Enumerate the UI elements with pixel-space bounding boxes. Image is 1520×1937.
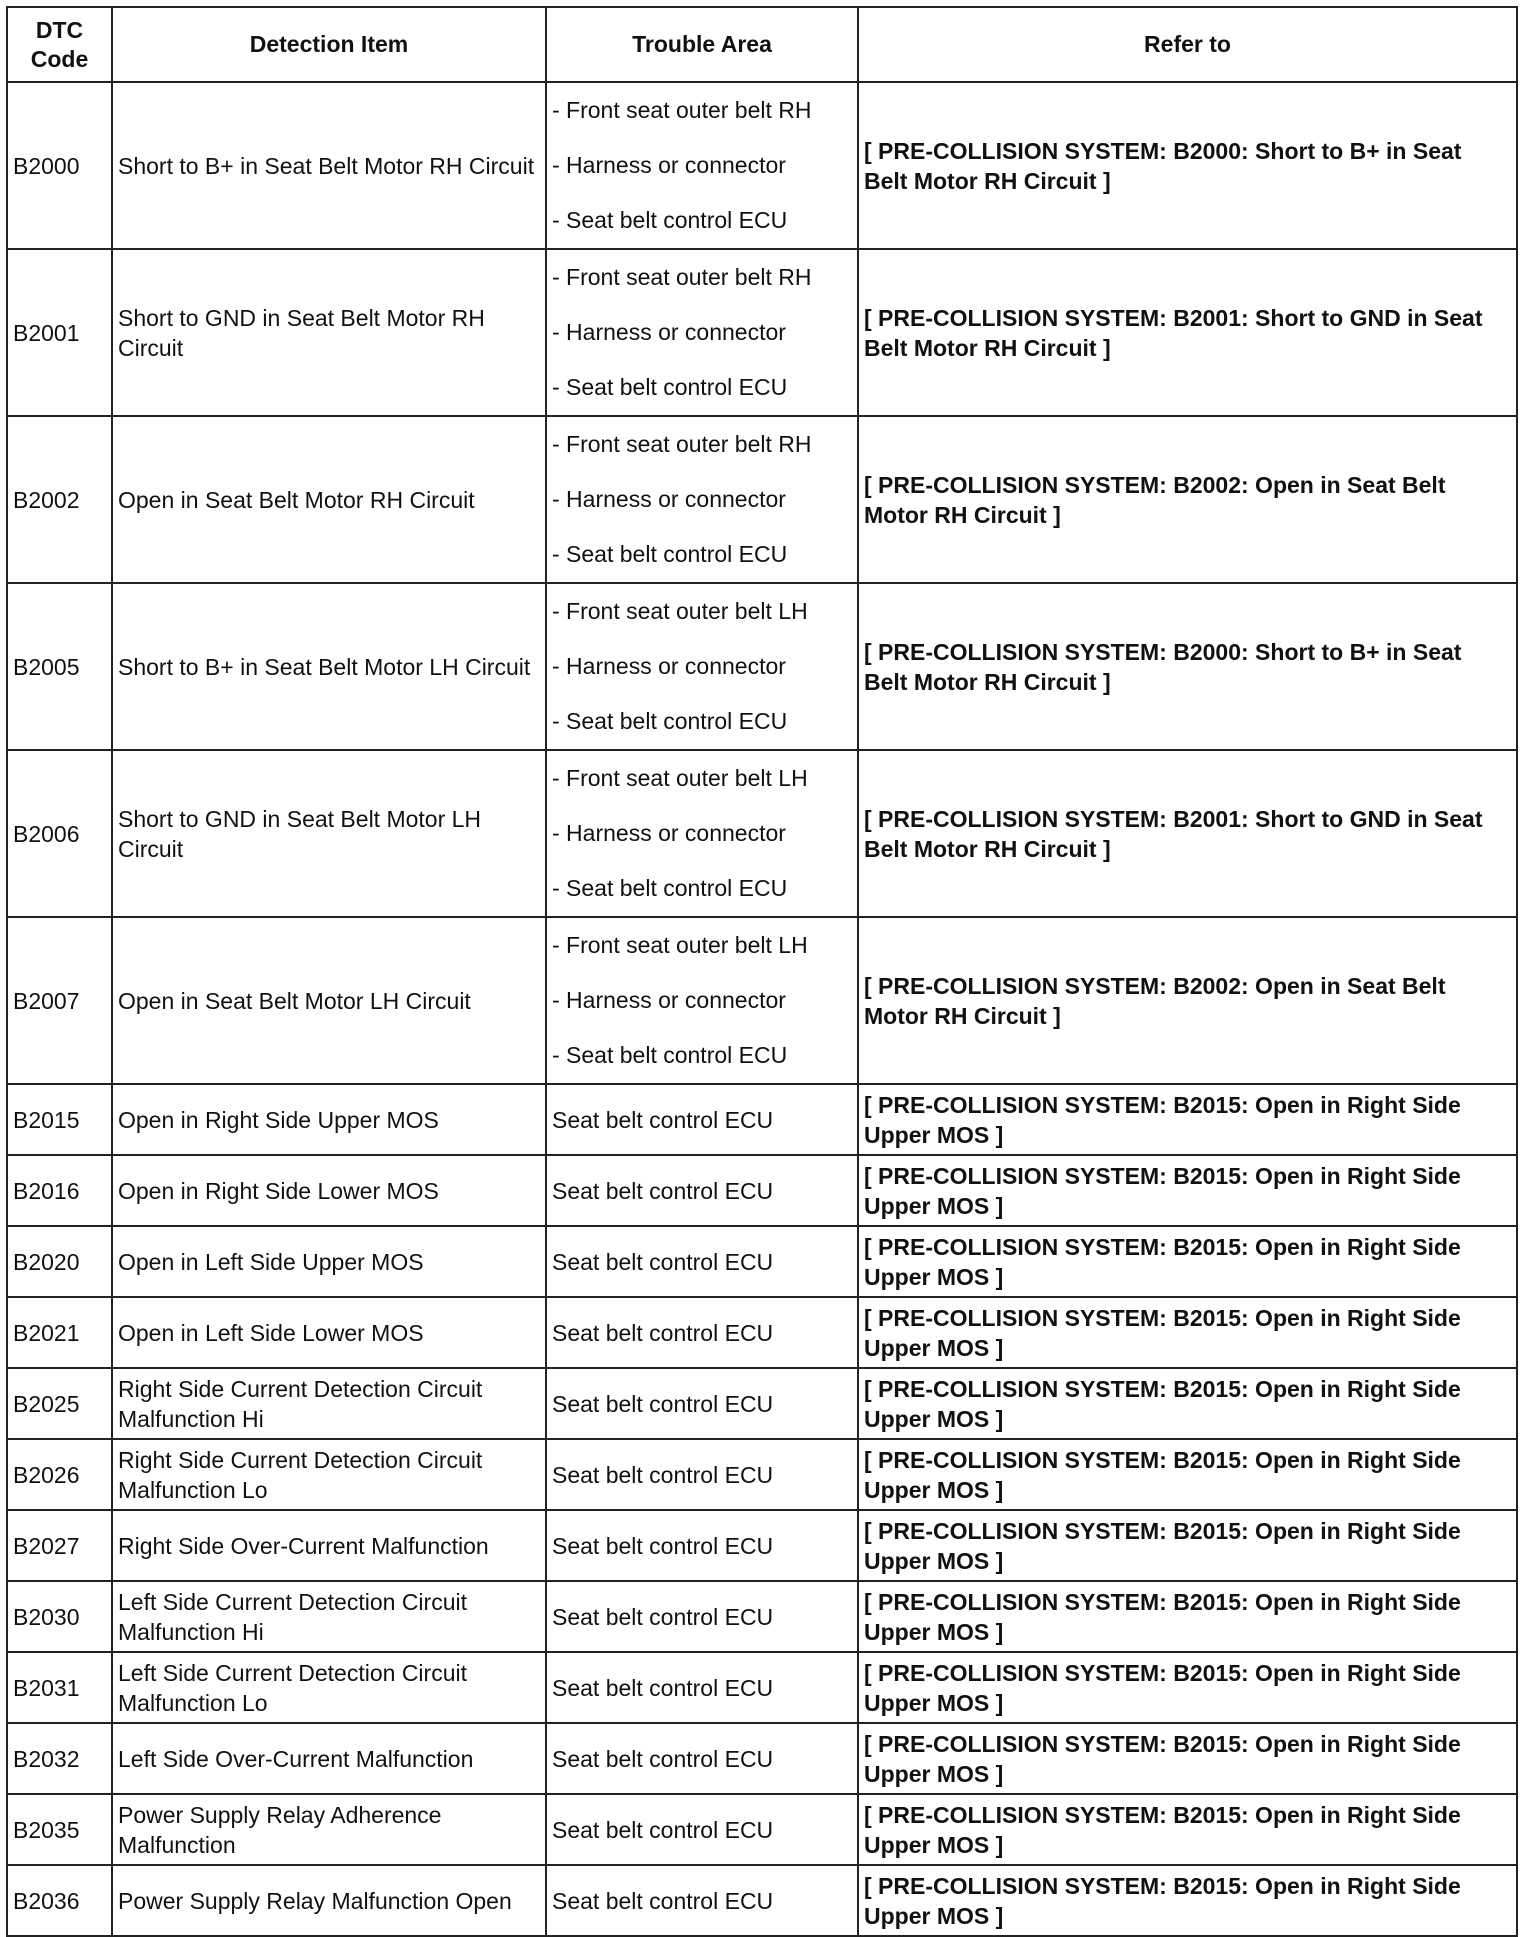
trouble-area-item: - Harness or connector <box>552 653 786 679</box>
trouble-area-item: - Seat belt control ECU <box>552 374 788 400</box>
dtc-code-cell: B2026 <box>7 1439 112 1510</box>
table-row <box>7 1652 1517 1723</box>
trouble-area-cell: Seat belt control ECU <box>546 1581 858 1652</box>
trouble-area-item: - Harness or connector <box>552 152 786 178</box>
trouble-area-cell: Seat belt control ECU <box>546 1794 858 1865</box>
table-row <box>7 1155 1517 1226</box>
trouble-area-cell: Seat belt control ECU <box>546 1510 858 1581</box>
refer-to-link[interactable]: [ PRE-COLLISION SYSTEM: B2015: Open in Right Side Upper MOS ] <box>858 1652 1517 1723</box>
dtc-code-cell: B2036 <box>7 1865 112 1936</box>
detection-item-cell: Left Side Current Detection Circuit Malfunction Hi <box>112 1581 546 1652</box>
refer-to-link[interactable]: [ PRE-COLLISION SYSTEM: B2015: Open in Right Side Upper MOS ] <box>858 1084 1517 1155</box>
trouble-area-cell: Seat belt control ECU <box>546 1368 858 1439</box>
refer-to-link[interactable]: [ PRE-COLLISION SYSTEM: B2015: Open in Right Side Upper MOS ] <box>858 1368 1517 1439</box>
refer-to-link[interactable]: [ PRE-COLLISION SYSTEM: B2002: Open in Seat Belt Motor RH Circuit ] <box>858 917 1517 1084</box>
trouble-area-cell <box>546 750 858 917</box>
table-row <box>7 249 1517 416</box>
refer-to-link[interactable]: [ PRE-COLLISION SYSTEM: B2015: Open in Right Side Upper MOS ] <box>858 1581 1517 1652</box>
table-row <box>7 1794 1517 1865</box>
trouble-area-cell <box>546 82 858 249</box>
refer-to-link[interactable]: [ PRE-COLLISION SYSTEM: B2015: Open in Right Side Upper MOS ] <box>858 1723 1517 1794</box>
detection-item-cell: Short to B+ in Seat Belt Motor LH Circuit <box>112 583 546 750</box>
refer-to-link[interactable]: [ PRE-COLLISION SYSTEM: B2015: Open in Right Side Upper MOS ] <box>858 1439 1517 1510</box>
dtc-code-cell: B2027 <box>7 1510 112 1581</box>
refer-to-link[interactable]: [ PRE-COLLISION SYSTEM: B2015: Open in Right Side Upper MOS ] <box>858 1226 1517 1297</box>
dtc-code-cell: B2030 <box>7 1581 112 1652</box>
header-dtc-code: DTC Code <box>7 7 112 82</box>
refer-to-link[interactable]: [ PRE-COLLISION SYSTEM: B2015: Open in Right Side Upper MOS ] <box>858 1794 1517 1865</box>
detection-item-cell: Short to GND in Seat Belt Motor RH Circuit <box>112 249 546 416</box>
refer-to-link[interactable]: [ PRE-COLLISION SYSTEM: B2001: Short to GND in Seat Belt Motor RH Circuit ] <box>858 249 1517 416</box>
dtc-code-cell: B2032 <box>7 1723 112 1794</box>
refer-to-link[interactable]: [ PRE-COLLISION SYSTEM: B2000: Short to B+ in Seat Belt Motor RH Circuit ] <box>858 583 1517 750</box>
trouble-area-item: - Front seat outer belt RH <box>552 264 812 290</box>
dtc-code-cell: B2025 <box>7 1368 112 1439</box>
table-row <box>7 1226 1517 1297</box>
trouble-area-item: - Front seat outer belt RH <box>552 431 812 457</box>
detection-item-cell: Power Supply Relay Adherence Malfunction <box>112 1794 546 1865</box>
refer-to-link[interactable]: [ PRE-COLLISION SYSTEM: B2015: Open in Right Side Upper MOS ] <box>858 1155 1517 1226</box>
dtc-code-cell: B2015 <box>7 1084 112 1155</box>
table-row <box>7 82 1517 249</box>
trouble-area-item: - Harness or connector <box>552 820 786 846</box>
table-body <box>7 82 1517 1936</box>
table-row <box>7 1581 1517 1652</box>
refer-to-link[interactable]: [ PRE-COLLISION SYSTEM: B2015: Open in Right Side Upper MOS ] <box>858 1297 1517 1368</box>
trouble-area-cell <box>546 416 858 583</box>
trouble-area-cell: Seat belt control ECU <box>546 1652 858 1723</box>
trouble-area-item: - Harness or connector <box>552 319 786 345</box>
trouble-area-item: - Seat belt control ECU <box>552 875 788 901</box>
dtc-code-cell: B2001 <box>7 249 112 416</box>
detection-item-cell: Right Side Current Detection Circuit Malfunction Hi <box>112 1368 546 1439</box>
header-trouble-area: Trouble Area <box>546 7 858 82</box>
table-row <box>7 1510 1517 1581</box>
trouble-area-item: - Seat belt control ECU <box>552 207 788 233</box>
trouble-area-item: - Front seat outer belt LH <box>552 765 808 791</box>
table-row <box>7 1297 1517 1368</box>
detection-item-cell: Left Side Over-Current Malfunction <box>112 1723 546 1794</box>
trouble-area-item: - Harness or connector <box>552 486 786 512</box>
refer-to-link[interactable]: [ PRE-COLLISION SYSTEM: B2000: Short to B+ in Seat Belt Motor RH Circuit ] <box>858 82 1517 249</box>
detection-item-cell: Open in Left Side Lower MOS <box>112 1297 546 1368</box>
table-row <box>7 1723 1517 1794</box>
detection-item-cell: Open in Right Side Upper MOS <box>112 1084 546 1155</box>
trouble-area-cell <box>546 917 858 1084</box>
trouble-area-item: - Seat belt control ECU <box>552 1042 788 1068</box>
refer-to-link[interactable]: [ PRE-COLLISION SYSTEM: B2015: Open in Right Side Upper MOS ] <box>858 1510 1517 1581</box>
table-row <box>7 1368 1517 1439</box>
table-row <box>7 750 1517 917</box>
dtc-code-cell: B2031 <box>7 1652 112 1723</box>
dtc-code-cell: B2016 <box>7 1155 112 1226</box>
header-refer-to: Refer to <box>858 7 1517 82</box>
table-row <box>7 1439 1517 1510</box>
detection-item-cell: Short to B+ in Seat Belt Motor RH Circuit <box>112 82 546 249</box>
trouble-area-cell: Seat belt control ECU <box>546 1155 858 1226</box>
dtc-table-container <box>6 6 1518 1937</box>
table-row <box>7 583 1517 750</box>
refer-to-link[interactable]: [ PRE-COLLISION SYSTEM: B2001: Short to GND in Seat Belt Motor RH Circuit ] <box>858 750 1517 917</box>
table-row <box>7 416 1517 583</box>
table-row <box>7 917 1517 1084</box>
table-row <box>7 1084 1517 1155</box>
trouble-area-cell: Seat belt control ECU <box>546 1084 858 1155</box>
dtc-code-cell: B2006 <box>7 750 112 917</box>
detection-item-cell: Open in Right Side Lower MOS <box>112 1155 546 1226</box>
trouble-area-cell <box>546 249 858 416</box>
detection-item-cell: Open in Left Side Upper MOS <box>112 1226 546 1297</box>
header-detection-item: Detection Item <box>112 7 546 82</box>
dtc-table <box>6 6 1518 1937</box>
trouble-area-cell: Seat belt control ECU <box>546 1723 858 1794</box>
trouble-area-item: - Front seat outer belt LH <box>552 598 808 624</box>
trouble-area-cell: Seat belt control ECU <box>546 1865 858 1936</box>
trouble-area-item: - Harness or connector <box>552 987 786 1013</box>
trouble-area-cell: Seat belt control ECU <box>546 1439 858 1510</box>
trouble-area-item: - Front seat outer belt RH <box>552 97 812 123</box>
table-row <box>7 1865 1517 1936</box>
dtc-code-cell: B2005 <box>7 583 112 750</box>
dtc-code-cell: B2002 <box>7 416 112 583</box>
detection-item-cell: Right Side Over-Current Malfunction <box>112 1510 546 1581</box>
header-row <box>7 7 1517 82</box>
detection-item-cell: Short to GND in Seat Belt Motor LH Circuit <box>112 750 546 917</box>
detection-item-cell: Right Side Current Detection Circuit Malfunction Lo <box>112 1439 546 1510</box>
dtc-code-cell: B2035 <box>7 1794 112 1865</box>
refer-to-link[interactable]: [ PRE-COLLISION SYSTEM: B2015: Open in Right Side Upper MOS ] <box>858 1865 1517 1936</box>
trouble-area-item: - Seat belt control ECU <box>552 541 788 567</box>
detection-item-cell: Open in Seat Belt Motor RH Circuit <box>112 416 546 583</box>
trouble-area-cell <box>546 583 858 750</box>
trouble-area-item: - Seat belt control ECU <box>552 708 788 734</box>
refer-to-link[interactable]: [ PRE-COLLISION SYSTEM: B2002: Open in Seat Belt Motor RH Circuit ] <box>858 416 1517 583</box>
detection-item-cell: Open in Seat Belt Motor LH Circuit <box>112 917 546 1084</box>
dtc-code-cell: B2020 <box>7 1226 112 1297</box>
trouble-area-cell: Seat belt control ECU <box>546 1297 858 1368</box>
detection-item-cell: Power Supply Relay Malfunction Open <box>112 1865 546 1936</box>
dtc-code-cell: B2000 <box>7 82 112 249</box>
trouble-area-item: - Front seat outer belt LH <box>552 932 808 958</box>
trouble-area-cell: Seat belt control ECU <box>546 1226 858 1297</box>
dtc-code-cell: B2021 <box>7 1297 112 1368</box>
dtc-code-cell: B2007 <box>7 917 112 1084</box>
detection-item-cell: Left Side Current Detection Circuit Malfunction Lo <box>112 1652 546 1723</box>
